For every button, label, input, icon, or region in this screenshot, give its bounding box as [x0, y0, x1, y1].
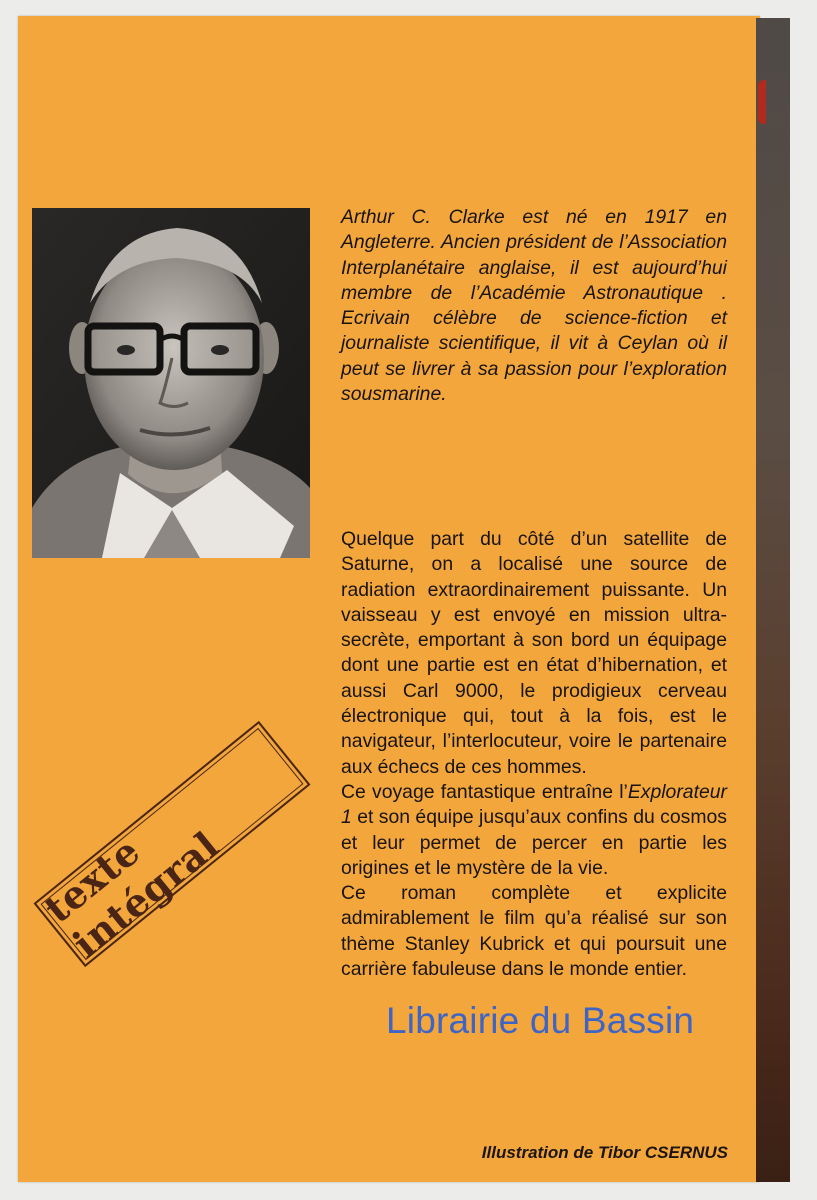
- watermark: Librairie du Bassin: [386, 1000, 695, 1041]
- author-photo: [32, 208, 310, 558]
- synopsis-paragraph-2: [341, 780, 727, 881]
- author-biography: Arthur C. Clarke est né en 1917 en Angleterre. Ancien président de l’Association Interplanétaire anglaise, il est aujourd’hui membre de l’Académie Astronautique . Ecrivain célèbre de science-fiction et journaliste scientifique, il vit à Ceylan où il peut se livrer à sa passion pour l’exploration sousmarine.: [341, 206, 727, 406]
- synopsis-paragraph-3: Ce roman complète et explicite admirablement le film qu’a réalisé sur son thème Stanley Kubrick et qui poursuit une carrière fabuleuse dans le monde entier.: [341, 882, 727, 981]
- book-spine: [756, 18, 790, 1182]
- stamp-label: texte intégral: [41, 728, 304, 960]
- illustration-credit: Illustration de Tibor CSERNUS: [481, 1143, 728, 1162]
- book-synopsis: [341, 527, 727, 982]
- spine-red-mark: [758, 80, 766, 124]
- ship-name: Explorateur 1: [341, 780, 727, 829]
- synopsis-p2-end: et son équipe jusqu’aux confins du cosmos et leur permet de percer en partie les origines et le mystère de la vie.: [341, 806, 727, 879]
- synopsis-p2-start: Ce voyage fantastique entraîne l’: [341, 780, 628, 803]
- synopsis-paragraph-1: Quelque part du côté d’un satellite de Saturne, on a localisé une source de radiation extraordinairement puissante. Un vaisseau y est envoyé en mission ultra-secrète, emportant à son bord un équipage dont une partie est en état d’hibernation, et aussi Carl 9000, le prodigieux cerveau électronique qui, tout à la fois, est le navigateur, l’interlocuteur, voire le partenaire aux échecs de ces hommes.: [341, 528, 727, 778]
- author-portrait-image: [32, 208, 310, 558]
